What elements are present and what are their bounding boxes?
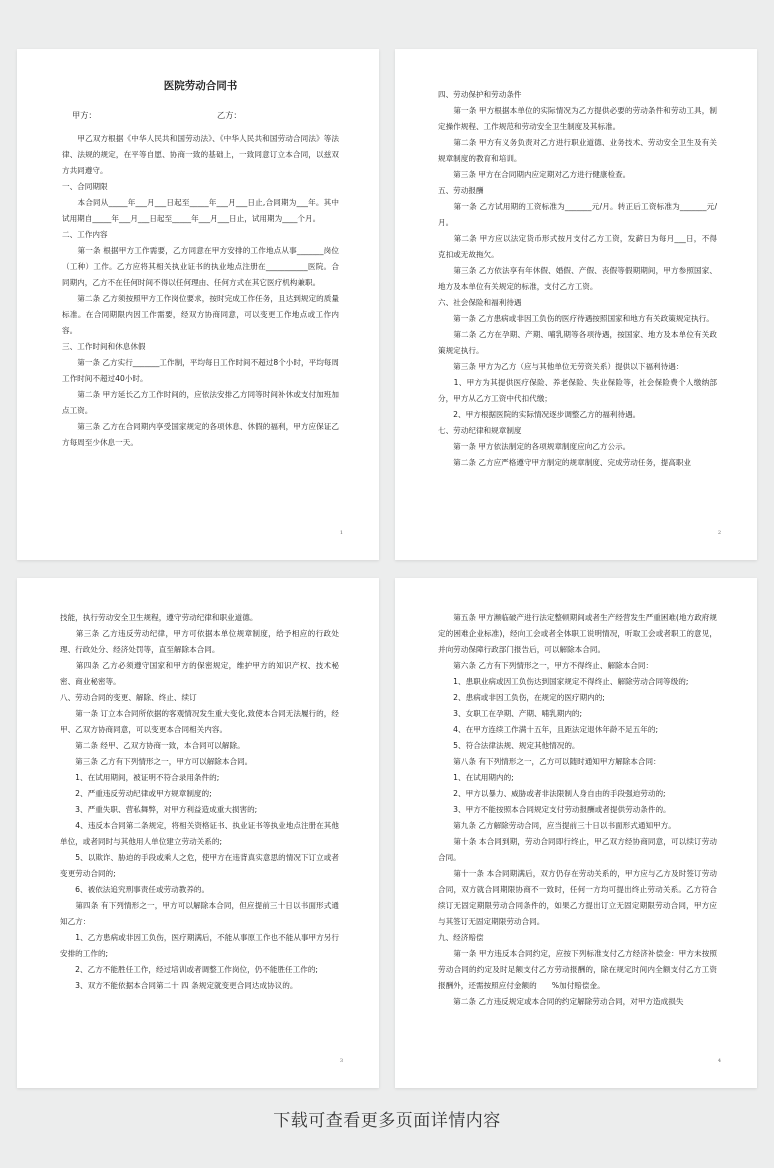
page-number: 4 [717,1058,721,1064]
paragraph: 第一条 乙方实行_______工作制，平均每日工作时间不超过8个小时，平均每周工作时间不超过40小时。 [62,358,339,383]
paragraph: 五、劳动报酬 [438,186,484,195]
paragraph: 第二条 乙方违反规定或本合同的约定解除劳动合同，对甲方造成损失 [438,997,684,1006]
paragraph: 1、乙方患病或非因工负伤，医疗期满后，不能从事原工作也不能从事甲方另行安排的工作的; [60,933,339,958]
paragraph: 2、甲方根据医院的实际情况逐步调整乙方的福利待遇。 [438,410,641,419]
paragraph: 第二条 甲方有义务负责对乙方进行职业道德、业务技术、劳动安全卫生及有关规章制度的教育和培训。 [438,138,717,163]
paragraph: 第一条 甲方根据本单位的实际情况为乙方提供必要的劳动条件和劳动工具，制定操作规程、工作规范和劳动安全卫生制度及其标准。 [438,106,717,131]
page-title: 医院劳动合同书 [163,80,238,92]
page-number: 1 [339,530,343,536]
paragraph: 第一条 乙方患病或非因工负伤的医疗待遇按照国家和地方有关政策规定执行。 [438,314,714,323]
paragraph: 第一条 根据甲方工作需要，乙方同意在甲方安排的工作地点从事_______岗位（工种）工作。乙方应将其相关执业证书的执业地点注册在___________医院。合同期内，乙方不在任何时间不得以任何理由、任何方式在其它医疗机构兼职。 [62,246,339,287]
paragraph: 第一条 甲方依法制定的各项规章制度应向乙方公示。 [438,442,631,451]
paragraph: 3、女职工在孕期、产期、哺乳期内的; [438,709,583,718]
paragraph: 2、严重违反劳动纪律或甲方规章制度的; [60,789,212,798]
document-page-2 [395,49,757,560]
paragraph: 3、严重失职、营私舞弊，对甲方利益造成重大损害的; [60,805,258,814]
paragraph: 二、工作内容 [62,230,108,239]
paragraph: 2、乙方不能胜任工作，经过培训或者调整工作岗位，仍不能胜任工作的; [60,965,318,974]
paragraph: 第四条 乙方必须遵守国家和甲方的保密规定，维护甲方的知识产权、技术秘密、商业秘密等。 [60,661,339,686]
paragraph: 3、双方不能依据本合同第二十 四 条规定就变更合同达成协议的。 [60,981,298,990]
paragraph: 第三条 甲方在合同期内应定期对乙方进行健康检查。 [438,170,631,179]
paragraph: 第三条 乙方违反劳动纪律，甲方可依据本单位规章制度，给予相应的行政处理、行政处分、经济处罚等，直至解除本合同。 [60,629,339,654]
paragraph: 第十一条 本合同期满后，双方仍存在劳动关系的，甲方应与乙方及时签订劳动合同，双方就合同期限协商不一致时，任何一方均可提出终止劳动关系。乙方符合续订无固定期限劳动合同条件的，如果乙方提出订立无固定期限劳动合同，甲方应与其签订无固定期限劳动合同。 [438,869,717,926]
page-body [60,610,339,994]
paragraph: 三、工作时间和休息休假 [62,342,146,351]
paragraph: 本合同从_____年___月___日起至_____年___月___日止,合同期为___年。其中试用期自_____年___月___日起至_____年___月___日止，试用期为____个月。 [62,198,339,223]
party-a-label: 甲方： [72,110,97,120]
paragraph: 2、甲方以暴力、威胁或者非法限制人身自由的手段强迫劳动的; [438,789,666,798]
paragraph: 第八条 有下列情形之一，乙方可以随时通知甲方解除本合同： [438,757,661,766]
paragraph: 第二条 乙方应严格遵守甲方制定的规章制度、完成劳动任务，提高职业 [438,458,692,467]
paragraph: 3、甲方不能按照本合同规定支付劳动报酬或者提供劳动条件的。 [438,805,671,814]
page-number: 3 [339,1058,343,1064]
paragraph: 第三条 乙方依法享有年休假、婚假、产假、丧假等假期期间，甲方参照国家、地方及本单位有关规定的标准，支付乙方工资。 [438,266,717,291]
paragraph: 2、患病或非因工负伤，在规定的医疗期内的; [438,693,605,702]
paragraph: 第二条 乙方在孕期、产期、哺乳期等各项待遇，按国家、地方及本单位有关政策规定执行。 [438,330,717,355]
paragraph: 第一条 订立本合同所依据的客观情况发生重大变化,致使本合同无法履行的，经甲、乙双方协商同意，可以变更本合同相关内容。 [60,709,339,734]
paragraph: 六、社会保险和福利待遇 [438,298,522,307]
document-page-4 [395,578,757,1088]
paragraph: 第六条 乙方有下列情形之一，甲方不得终止、解除本合同： [438,661,654,670]
paragraph: 七、劳动纪律和规章制度 [438,426,522,435]
paragraph: 甲乙双方根据《中华人民共和国劳动法》、《中华人民共和国劳动合同法》等法律、法规的规定，在平等自愿、协商一致的基础上，一致同意订立本合同，以兹双方共同遵守。 [62,134,339,175]
paragraph: 第十条 本合同到期，劳动合同即行终止，甲乙双方经协商同意，可以续订劳动合同。 [438,837,717,862]
paragraph: 第三条 乙方在合同期内享受国家规定的各项休息、休假的福利，甲方应保证乙方每周至少休息一天。 [62,422,339,447]
paragraph: 4、在甲方连续工作满十五年，且距法定退休年龄不足五年的; [438,725,659,734]
paragraph: 第五条 甲方濒临破产进行法定整顿期间或者生产经营发生严重困难(地方政府规定的困难企业标准)，经向工会或者全体职工说明情况，听取工会或者职工的意见，并向劳动保障行政部门报告后，可以解除本合同。 [438,613,717,654]
parties-line [62,107,339,123]
paragraph: 四、劳动保护和劳动条件 [438,90,522,99]
page-body [438,610,717,1010]
page-body [62,131,339,451]
paragraph: 第三条 甲方为乙方（应与其他单位无劳资关系）提供以下福利待遇： [438,362,684,371]
paragraph: 第二条 乙方须按照甲方工作岗位要求，按时完成工作任务，且达到规定的质量标准。在合同期限内因工作需要，经双方协商同意，可以变更工作地点或工作内容。 [62,294,339,335]
paragraph: 第九条 乙方解除劳动合同，应当提前三十日以书面形式通知甲方。 [438,821,676,830]
paragraph: 第三条 乙方有下列情形之一，甲方可以解除本合同。 [60,757,253,766]
paragraph: 1、患职业病或因工负伤达到国家规定不得终止、解除劳动合同等级的; [438,677,689,686]
paragraph: 一、合同期限 [62,182,108,191]
paragraph: 第二条 甲方延长乙方工作时间的，应依法安排乙方同等时间补休或支付加班加点工资。 [62,390,339,415]
paragraph: 5、以欺诈、胁迫的手段或乘人之危，使甲方在违背真实意思的情况下订立或者变更劳动合同的; [60,853,339,878]
paragraph: 5、符合法律法规、规定其他情况的。 [438,741,580,750]
paragraph: 第四条 有下列情形之一，甲方可以解除本合同，但应提前三十日以书面形式通知乙方： [60,901,339,926]
paragraph: 4、违反本合同第二条规定，将相关资格证书、执业证书等执业地点注册在其他单位，或者同时与其他用人单位建立劳动关系的; [60,821,339,846]
paragraph: 1、甲方为其提供医疗保险、养老保险、失业保险等，社会保险费个人缴纳部分，甲方从乙方工资中代扣代缴； [438,378,717,403]
paragraph: 技能，执行劳动安全卫生规程，遵守劳动纪律和职业道德。 [60,613,258,622]
paragraph: 第一条 乙方试用期的工资标准为_______元/月。转正后工资标准为_______元/月。 [438,202,717,227]
document-page-3 [17,578,379,1088]
download-more-link[interactable]: 下载可查看更多页面详情内容 [273,1111,501,1131]
paragraph: 第二条 经甲、乙双方协商一致，本合同可以解除。 [60,741,245,750]
paragraph: 6、被依法追究刑事责任或劳动教养的。 [60,885,210,894]
paragraph: 第二条 甲方应以法定货币形式按月支付乙方工资，发薪日为每月___日，不得克扣或无故拖欠。 [438,234,717,259]
paragraph: 九、经济赔偿 [438,933,484,942]
page-body [438,87,717,471]
paragraph: 八、劳动合同的变更、解除、终止、续订 [60,693,197,702]
paragraph: 第一条 甲方违反本合同约定，应按下列标准支付乙方经济补偿金：甲方未按照劳动合同的约定及时足额支付乙方劳动报酬的，除在规定时间内全额支付乙方工资报酬外，还需按照应付金额的 %加付赔偿金。 [438,949,717,990]
document-page-1 [17,49,379,560]
page-number: 2 [717,530,721,536]
paragraph: 1、在试用期间，被证明不符合录用条件的; [60,773,220,782]
party-b-label: 乙方： [217,110,242,120]
paragraph: 1、在试用期内的; [438,773,514,782]
